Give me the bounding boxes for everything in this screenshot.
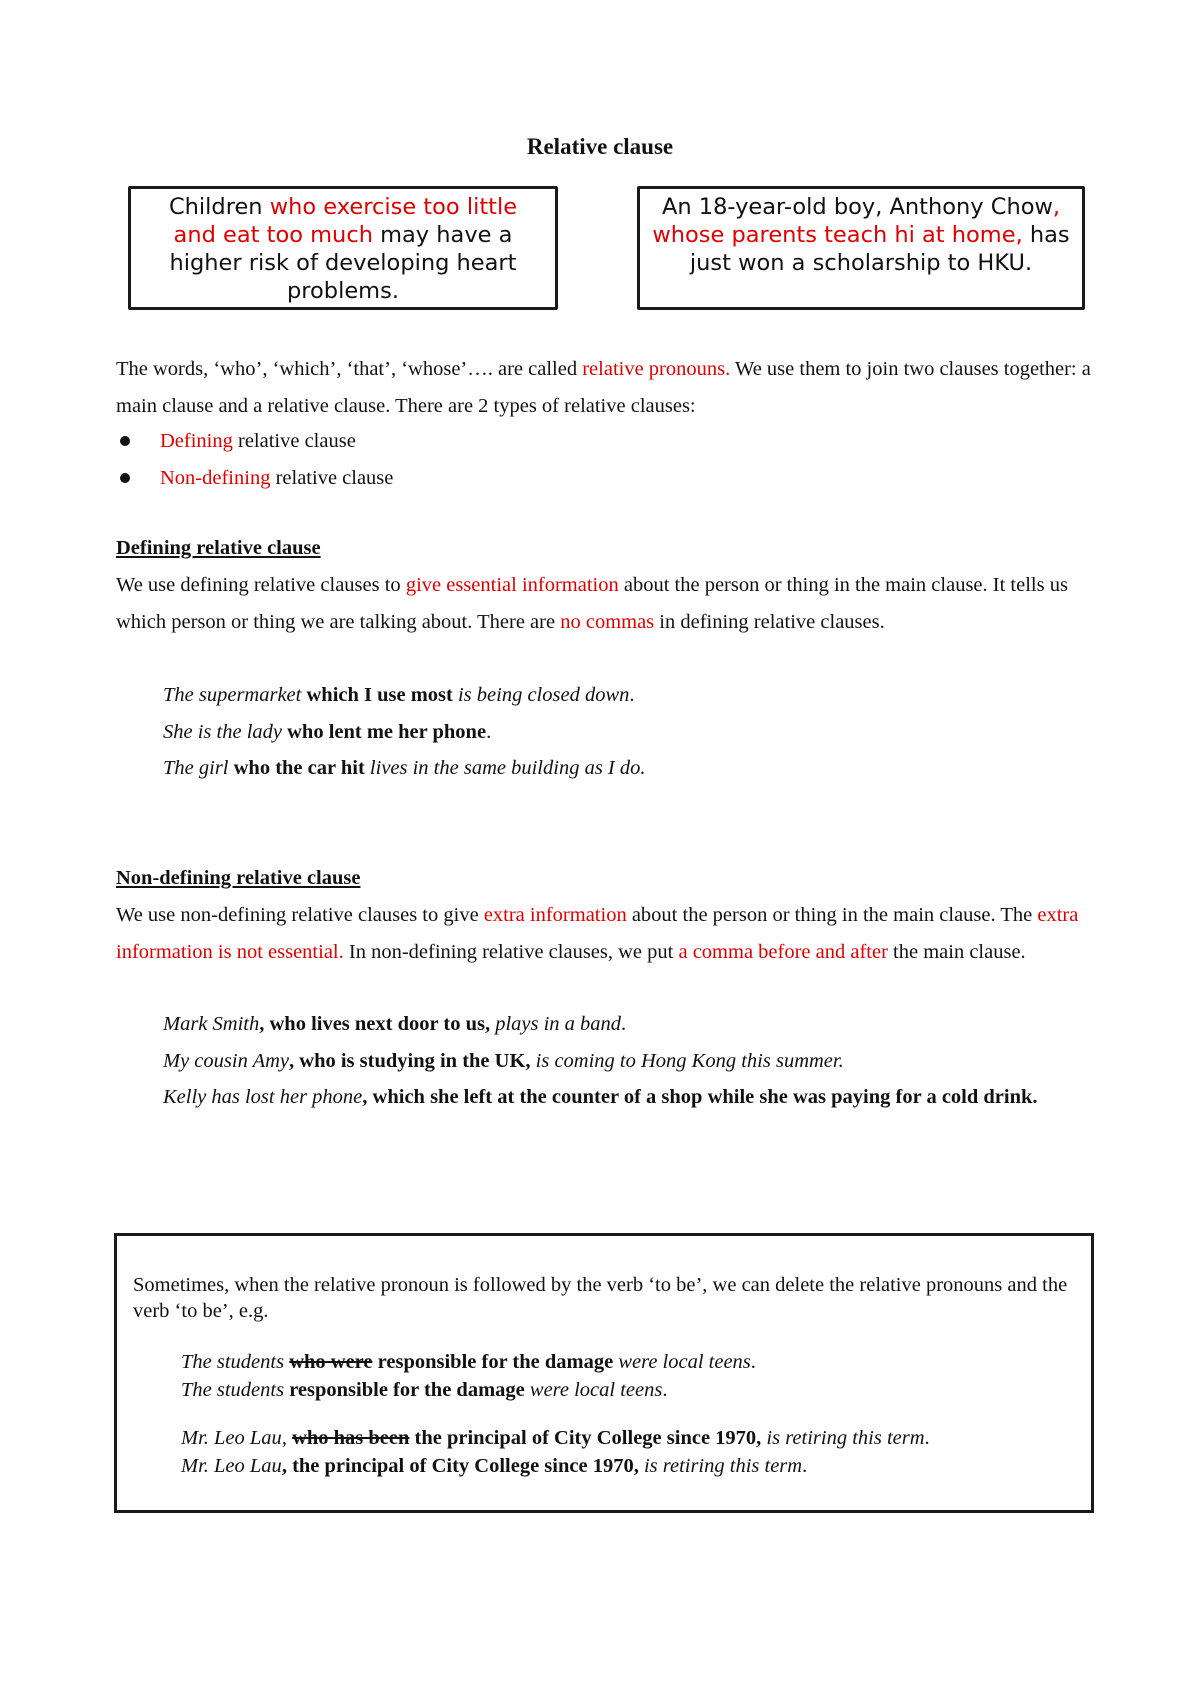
paragraph-highlight: a comma before and after	[678, 940, 888, 963]
example-sentence	[163, 1079, 1098, 1116]
example-main: is being closed down	[452, 684, 630, 706]
list-item	[116, 423, 393, 460]
example-main: is coming to Hong Kong this summer.	[535, 1049, 844, 1072]
example-clause: , who lives next door to us,	[259, 1013, 496, 1035]
example-main: is retiring this term	[766, 1427, 925, 1449]
callout-text: may have a higher risk of developing heart problems.	[169, 222, 517, 304]
intro-text: The words, ‘who’, ‘which’, ‘that’, ‘whose’…. are called	[116, 358, 583, 380]
example-sentence	[181, 1452, 1081, 1480]
intro-highlight: relative pronouns.	[582, 358, 731, 380]
example-main: The supermarket	[163, 684, 307, 706]
example-main: Mr. Leo Lau	[181, 1455, 282, 1477]
callout-text: has just won a scholarship to HKU.	[689, 222, 1070, 276]
example-main: plays in a band	[495, 1013, 622, 1035]
callout-highlight: who exercise too little and eat too much	[173, 194, 518, 248]
example-clause: the principal of City College since 1970,	[409, 1427, 767, 1449]
example-sentence	[181, 1376, 1081, 1404]
example-sentence	[163, 1043, 1098, 1080]
example-clause: responsible for the damage	[289, 1379, 530, 1401]
example-main: Mr. Leo Lau	[181, 1427, 282, 1449]
note-example-pair-2	[181, 1424, 1081, 1480]
bullet-icon	[120, 436, 130, 446]
example-main: Kelly has lost her phone	[163, 1086, 363, 1108]
note-example-pair-1	[181, 1348, 1081, 1404]
note-text: Sometimes, when the relative pronoun is followed by the verb ‘to be’, we can delete the relative pronouns and the verb ‘to be’, e.g.	[133, 1274, 1068, 1322]
example-sentence	[163, 750, 1098, 787]
example-sentence	[163, 714, 1098, 751]
example-clause: who lent me her phone	[287, 720, 487, 743]
paragraph-text: In non-defining relative clauses, we put	[343, 940, 679, 963]
list-item-text: relative clause	[232, 430, 356, 452]
list-item-text: relative clause	[270, 466, 394, 489]
paragraph-highlight: no commas	[560, 610, 655, 633]
paragraph-text: We use non-defining relative clauses to give	[116, 904, 484, 926]
example-clause: , who is studying in the UK,	[289, 1049, 536, 1072]
nondefining-examples	[163, 1006, 1098, 1116]
struck-pronoun: who were	[289, 1351, 373, 1373]
example-sentence	[181, 1424, 1081, 1452]
example-clause: , which she left at the counter of a shop while she was paying for a cold drink.	[362, 1086, 1038, 1108]
list-item-highlight: Non-defining	[160, 466, 271, 489]
example-main: were local teens	[618, 1351, 751, 1373]
example-main: The students	[181, 1379, 290, 1401]
example-sentence	[181, 1348, 1081, 1376]
example-callout-nondefining	[637, 186, 1085, 310]
paragraph-text: We use defining relative clauses to	[116, 574, 406, 596]
example-punct: .	[662, 1379, 668, 1401]
example-sentence	[163, 677, 1098, 714]
paragraph-highlight: extra information is not essential.	[116, 904, 1079, 963]
example-main: is retiring this term	[643, 1455, 803, 1477]
paragraph-highlight: give essential information	[405, 574, 619, 596]
example-punct: .	[486, 720, 492, 743]
page-title: Relative clause	[526, 134, 674, 159]
section-heading-nondefining: Non-defining relative clause	[116, 867, 361, 889]
example-sentence	[163, 1006, 1098, 1043]
example-punct: .	[629, 684, 635, 706]
paragraph-text: the main clause.	[887, 940, 1026, 963]
example-main: were local teens	[529, 1379, 663, 1401]
example-clause: , the principal of City College since 1970,	[281, 1455, 644, 1477]
example-main: She is the lady	[163, 720, 288, 743]
paragraph-text: about the person or thing in the main clause. The	[626, 904, 1038, 926]
list-item	[116, 460, 393, 497]
nondefining-paragraph	[116, 897, 1096, 970]
example-clause: responsible for the damage	[372, 1351, 619, 1373]
intro-paragraph	[116, 351, 1096, 424]
paragraph-text: in defining relative clauses.	[654, 610, 885, 633]
intro-text: We use them to join two clauses together: a main clause and a relative clause. There are 2 types of relative clauses:	[116, 358, 1091, 417]
example-main: The girl	[163, 757, 234, 779]
example-punct: ,	[281, 1427, 293, 1449]
bullet-icon	[120, 473, 130, 483]
list-item-highlight: Defining	[160, 430, 233, 452]
paragraph-text: about the person or thing in the main clause. It tells us which person or thing we are talking about. There are	[116, 574, 1068, 633]
callout-highlight: , whose parents teach hi at home,	[652, 194, 1061, 248]
example-main: Mark Smith	[163, 1013, 260, 1035]
example-main: My cousin Amy	[163, 1049, 290, 1072]
example-punct: .	[621, 1013, 627, 1035]
example-main: The students	[181, 1351, 290, 1373]
example-punct: .	[924, 1427, 930, 1449]
section-heading-defining: Defining relative clause	[116, 537, 321, 559]
example-main: lives in the same building as I do.	[364, 757, 646, 779]
example-punct: .	[750, 1351, 756, 1373]
defining-paragraph	[116, 567, 1096, 640]
callout-text: Children	[168, 194, 270, 220]
paragraph-highlight: extra information	[483, 904, 627, 926]
example-clause: which I use most	[306, 684, 453, 706]
note-box	[114, 1233, 1094, 1513]
example-clause: who the car hit	[233, 757, 365, 779]
example-callout-defining	[128, 186, 558, 310]
callout-text: An 18-year-old boy, Anthony Chow	[661, 194, 1053, 220]
struck-pronoun: who has been	[292, 1427, 410, 1449]
defining-examples	[163, 677, 1098, 787]
types-list	[116, 423, 393, 496]
example-punct: .	[802, 1455, 808, 1477]
